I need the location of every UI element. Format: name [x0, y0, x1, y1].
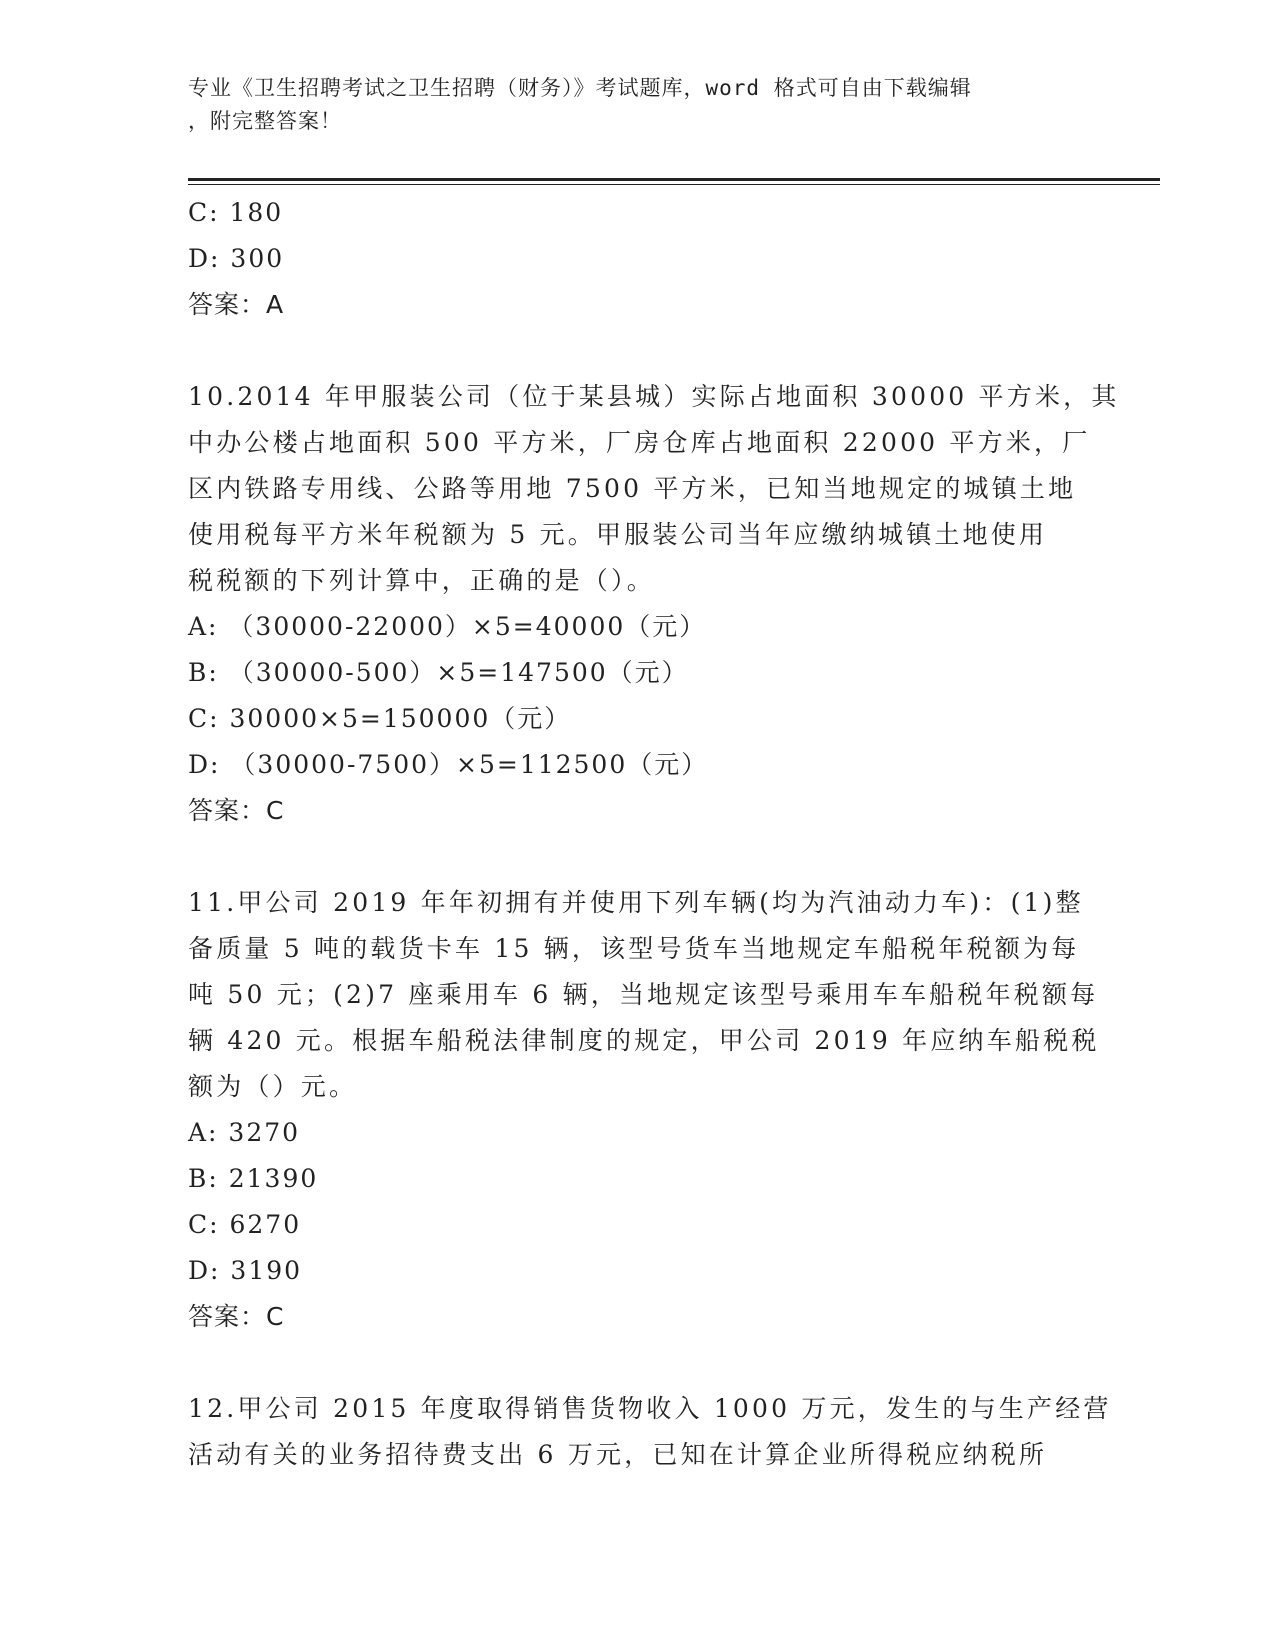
question-text-line: 活动有关的业务招待费支出 6 万元，已知在计算企业所得税应纳税所	[188, 1440, 1048, 1469]
question-12	[188, 1386, 1112, 1478]
header-divider-thin	[188, 184, 1160, 185]
question-text-line: 12.甲公司 2015 年度取得销售货物收入 1000 万元，发生的与生产经营	[188, 1394, 1112, 1423]
question-spacer	[188, 834, 1088, 880]
option-b: B: （30000-500）×5=147500（元）	[188, 658, 689, 687]
header-line-1: 专业《卫生招聘考试之卫生招聘（财务）》考试题库，word 格式可自由下载编辑	[188, 76, 972, 100]
header-line-2: ，附完整答案！	[188, 109, 342, 133]
option-c: C: 30000×5=150000（元）	[188, 704, 572, 733]
question-spacer	[188, 328, 1088, 374]
option-c: C: 180	[188, 198, 284, 227]
option-d: D: （30000-7500）×5=112500（元）	[188, 750, 709, 779]
option-b: B: 21390	[188, 1164, 319, 1193]
option-a: A: （30000-22000）×5=40000（元）	[188, 612, 707, 641]
option-a: A: 3270	[188, 1118, 301, 1147]
document-header	[188, 72, 1088, 138]
question-text-line: 中办公楼占地面积 500 平方米，厂房仓库占地面积 22000 平方米，厂	[188, 428, 1091, 457]
question-text-line: 吨 50 元；(2)7 座乘用车 6 辆，当地规定该型号乘用车车船税年税额每	[188, 980, 1099, 1009]
question-text-line: 10.2014 年甲服装公司（位于某县城）实际占地面积 30000 平方米，其	[188, 382, 1120, 411]
option-d: D: 3190	[188, 1256, 303, 1285]
question-11	[188, 880, 1100, 1340]
question-spacer	[188, 1340, 1088, 1386]
answer-line: 答案：C	[188, 1302, 285, 1331]
document-body	[188, 190, 1120, 1478]
question-10	[188, 374, 1120, 834]
header-divider-thick	[188, 178, 1160, 181]
question-text-line: 区内铁路专用线、公路等用地 7500 平方米，已知当地规定的城镇土地	[188, 474, 1077, 503]
question-text-line: 税税额的下列计算中，正确的是（）。	[188, 566, 655, 595]
option-d: D: 300	[188, 244, 285, 273]
question-text-line: 额为（）元。	[188, 1072, 358, 1101]
question-text-line: 辆 420 元。根据车船税法律制度的规定，甲公司 2019 年应纳车船税税	[188, 1026, 1100, 1055]
question-text-line: 11.甲公司 2019 年年初拥有并使用下列车辆(均为汽油动力车)：(1)整	[188, 888, 1084, 917]
answer-line: 答案：A	[188, 290, 285, 319]
option-c: C: 6270	[188, 1210, 302, 1239]
previous-question-tail	[188, 190, 1088, 328]
question-text-line: 使用税每平方米年税额为 5 元。甲服装公司当年应缴纳城镇土地使用	[188, 520, 1048, 549]
answer-line: 答案：C	[188, 796, 285, 825]
question-text-line: 备质量 5 吨的载货卡车 15 辆，该型号货车当地规定车船税年税额为每	[188, 934, 1080, 963]
